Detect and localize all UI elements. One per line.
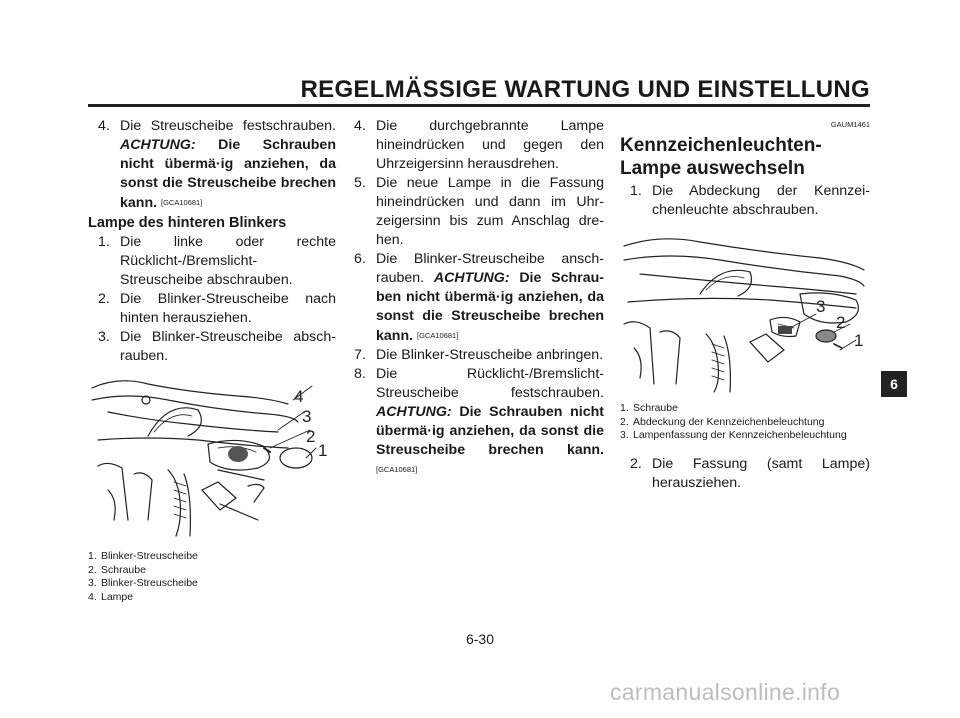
page-number: 6-30	[465, 631, 495, 647]
step-number: 4.	[354, 118, 366, 134]
step-text: Die Streuscheibe festschrauben. ACHTUNG: Die Schrauben nicht übermä·ig anziehen, da sonst die Streuscheibe brechen kann. [GCA10681]	[120, 118, 336, 211]
figure-caption	[88, 550, 336, 604]
step-item	[354, 117, 604, 174]
step-item	[354, 365, 604, 480]
step-item	[354, 346, 604, 365]
column-1	[88, 117, 336, 604]
warning: ACHTUNG: Die Schrauben nicht übermä·ig anziehen, da sonst die Streuscheibe brechen kann. [GCA10681]	[376, 270, 604, 344]
chapter-tab: 6	[881, 371, 907, 397]
callout-label: 1	[854, 331, 864, 350]
step-item	[620, 455, 870, 493]
figure-caption	[620, 402, 870, 443]
caption-item: 3. Blinker-Streuscheibe	[88, 577, 198, 589]
step-number: 2.	[98, 291, 110, 307]
step-item	[88, 290, 336, 328]
step-text: Die neue Lampe in die Fassung hineindrücken und dann im Uhrzeigersinn bis zum Anschlag drehen.	[376, 175, 604, 248]
step-text: Die durchgebrannte Lampe hineindrücken und gegen den Uhrzeigersinn herausdrehen.	[376, 118, 604, 172]
step-text: Die Blinker-Streuscheibe anbringen.	[376, 347, 604, 363]
step-text: Die Blinker-Streuscheibe nach hinten herausziehen.	[120, 291, 336, 326]
section-code: GAUM1461	[830, 120, 870, 129]
step-text: Die Fassung (samt Lampe) herausziehen.	[652, 455, 870, 491]
subheading: Lampe des hinteren Blinkers	[88, 215, 287, 231]
caption-item: 3. Lampenfassung der Kennzeichenbeleuchtung	[620, 429, 847, 441]
step-text: Die linke oder rechte Rücklicht-/Bremslicht-Streuscheibe abschrauben.	[120, 234, 336, 288]
step-number: 3.	[98, 329, 110, 345]
callout-label: 2	[306, 427, 316, 446]
step-item	[88, 328, 336, 366]
step-text: Die Blinker-Streuscheibe anschrauben. ACHTUNG: Die Schrauben nicht übermä·ig anziehen, da sonst die Streuscheibe brechen kann. [GCA10681]	[376, 251, 604, 344]
step-text: Die Blinker-Streuscheibe abschrauben.	[120, 329, 336, 364]
step-number: 1.	[98, 234, 110, 250]
rear-turn-signal-illustration	[88, 370, 336, 540]
callout-label: 2	[836, 313, 846, 332]
step-number: 6.	[354, 251, 366, 267]
step-number: 7.	[354, 347, 366, 363]
callout-label: 4	[294, 387, 304, 406]
warning: ACHTUNG: Die Schrauben nicht übermä·ig anziehen, da sonst die Streuscheibe brechen kann. [GCA10681]	[120, 137, 336, 211]
step-item	[354, 174, 604, 250]
step-item	[354, 250, 604, 346]
section-heading: Kennzeichenleuchten-Lampe auswechseln	[620, 135, 822, 179]
step-number: 8.	[354, 366, 366, 382]
header-rule	[88, 104, 870, 107]
step-number: 4.	[98, 118, 110, 134]
step-item	[88, 117, 336, 213]
page-header-title: REGELMÄSSIGE WARTUNG UND EINSTELLUNG	[300, 76, 870, 103]
callout-label: 3	[302, 407, 312, 426]
step-number: 5.	[354, 175, 366, 191]
step-item	[88, 233, 336, 290]
caption-item: 1. Schraube	[620, 402, 678, 414]
callout-label: 3	[816, 297, 826, 316]
license-plate-light-illustration	[620, 224, 870, 394]
column-3	[620, 117, 870, 493]
caption-item: 2. Schraube	[88, 563, 146, 576]
step-item	[620, 182, 870, 220]
caption-item: 2. Abdeckung der Kennzeichenbeleuchtung	[620, 415, 825, 428]
step-number: 1.	[630, 183, 642, 199]
caption-item: 4. Lampe	[88, 590, 134, 603]
column-2	[354, 117, 604, 480]
caption-item: 1. Blinker-Streuscheibe	[88, 550, 198, 562]
warning: ACHTUNG: Die Schrauben nicht übermä·ig anziehen, da sonst die Streuscheibe brechen kann. [GCA10681]	[376, 404, 604, 474]
step-text: Die Abdeckung der Kennzeichenleuchte abschrauben.	[652, 183, 870, 218]
step-text: Die Rücklicht-/Bremslicht-Streuscheibe festschrauben. ACHTUNG: Die Schrauben nicht übermä·ig anziehen, da sonst die Streuscheibe brechen kann. [GCA10681]	[376, 365, 604, 480]
watermark: carmanualsonline.info	[610, 679, 841, 705]
step-number: 2.	[630, 455, 642, 472]
callout-label: 1	[318, 441, 328, 460]
